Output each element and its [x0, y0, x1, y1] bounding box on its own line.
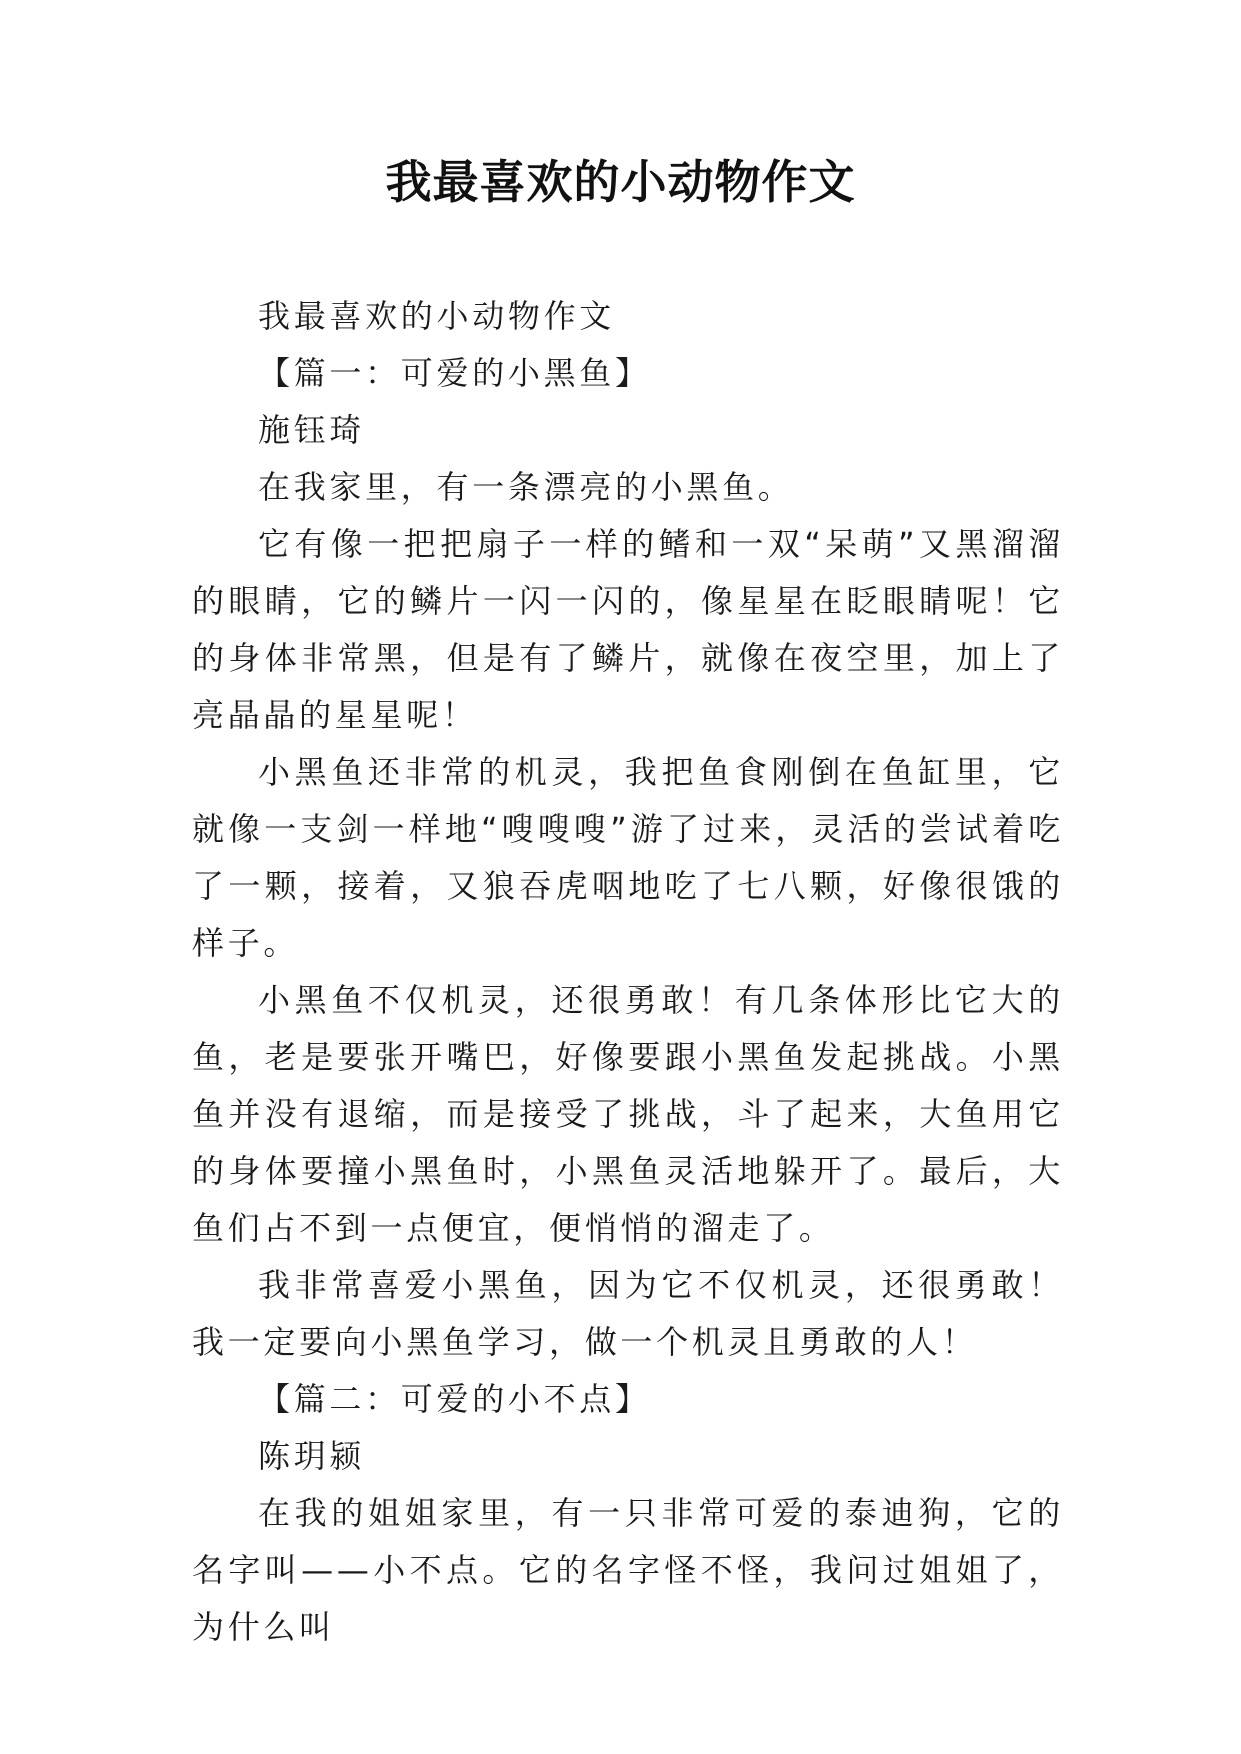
paragraph-section-heading-2: 【篇二：可爱的小不点】: [258, 1380, 651, 1418]
paragraph: 小黑鱼不仅机灵，还很勇敢！有几条体形比它大的鱼，老是要张开嘴巴，好像要跟小黑鱼发起挑战。小黑鱼并没有退缩，而是接受了挑战，斗了起来，大鱼用它的身体要撞小黑鱼时，小黑鱼灵活地躲开了。最后，大鱼们占不到一点便宜，便悄悄的溜走了。: [192, 981, 1064, 1247]
paragraph: 小黑鱼还非常的机灵，我把鱼食刚倒在鱼缸里，它就像一支剑一样地“嗖嗖嗖”游了过来，灵活的尝试着吃了一颗，接着，又狼吞虎咽地吃了七八颗，好像很饿的样子。: [192, 753, 1064, 962]
document-title: 我最喜欢的小动物作文: [385, 155, 856, 209]
paragraph: 在我的姐姐家里，有一只非常可爱的泰迪狗，它的名字叫——小不点。它的名字怪不怪，我问过姐姐了，为什么叫: [192, 1494, 1064, 1646]
paragraph: 我非常喜爱小黑鱼，因为它不仅机灵，还很勇敢！我一定要向小黑鱼学习，做一个机灵且勇敢的人！: [192, 1266, 1064, 1361]
paragraph-author-2: 陈玥颍: [258, 1437, 366, 1475]
paragraph-author-1: 施钰琦: [258, 411, 366, 449]
paragraph-section-heading-1: 【篇一：可爱的小黑鱼】: [258, 354, 651, 392]
paragraph-subtitle: 我最喜欢的小动物作文: [258, 297, 616, 335]
document-body: [192, 288, 1064, 1656]
paragraph: 它有像一把把扇子一样的鳍和一双“呆萌”又黑溜溜的眼睛，它的鳞片一闪一闪的，像星星在眨眼睛呢！它的身体非常黑，但是有了鳞片，就像在夜空里，加上了亮晶晶的星星呢！: [192, 525, 1064, 734]
paragraph: 在我家里，有一条漂亮的小黑鱼。: [258, 468, 794, 506]
